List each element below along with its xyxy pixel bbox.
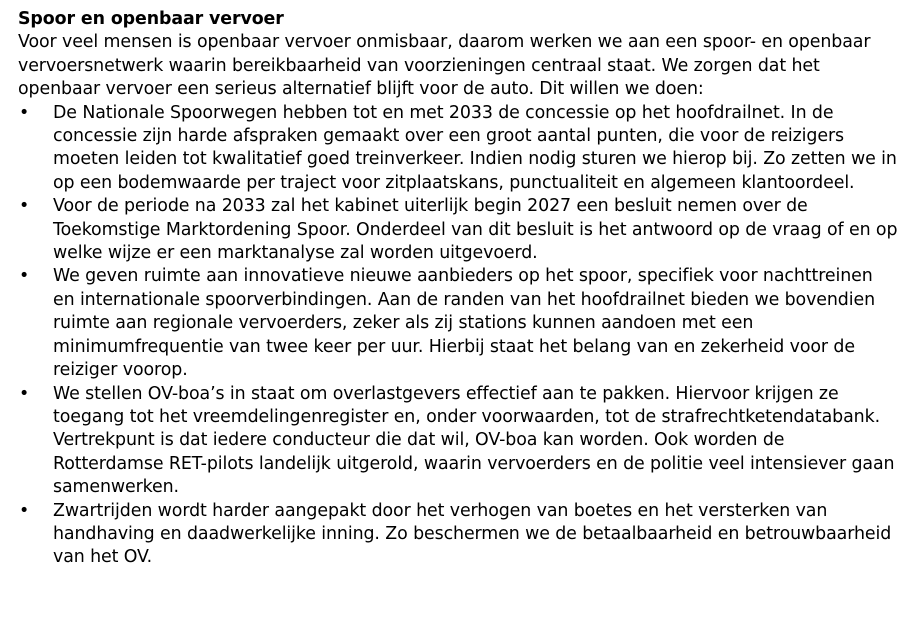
list-item-text: De Nationale Spoorwegen hebben tot en met 2033 de concessie op het hoofdrailnet. In de concessie zijn harde afspraken gemaakt over een groot aantal punten, die voor de reizigers moeten leiden tot kwalitatief goed treinverkeer. Indien nodig sturen we hierop bij. Zo zetten we in op een bodemwaarde per traject voor zitplaatskans, punctualiteit en algemeen klantoordeel. xyxy=(53,102,897,193)
list-item xyxy=(18,265,898,382)
list-item xyxy=(18,500,898,570)
bullet-icon: • xyxy=(19,196,30,217)
list-item-text: Zwartrijden wordt harder aangepakt door het verhogen van boetes en het versterken van handhaving en daadwerkelijke inning. Zo beschermen we de betaalbaarheid en betrouwbaarheid van het OV. xyxy=(53,500,892,568)
section-heading: Spoor en openbaar vervoer xyxy=(18,9,284,29)
list-item-text: We stellen OV-boa’s in staat om overlastgevers effectief aan te pakken. Hiervoor krijgen ze toegang tot het vreemdelingenregister en, onder voorwaarden, tot de strafrechtketendatabank. Vertrekpunt is dat iedere conducteur die dat wil, OV-boa kan worden. Ook worden de Rotterdamse RET-pilots landelijk uitgerold, waarin vervoerders en de politie veel intensiever gaan samenwerken. xyxy=(53,383,895,498)
list-item-text: Voor de periode na 2033 zal het kabinet uiterlijk begin 2027 een besluit nemen over de Toekomstige Marktordening Spoor. Onderdeel van dit besluit is het antwoord op de vraag of en op welke wijze er een marktanalyse zal worden uitgevoerd. xyxy=(53,196,898,264)
list-item xyxy=(18,383,898,500)
bullet-list xyxy=(18,102,898,570)
list-item xyxy=(18,195,898,265)
bullet-icon: • xyxy=(19,266,30,287)
list-item xyxy=(18,102,898,196)
list-item-text: We geven ruimte aan innovatieve nieuwe aanbieders op het spoor, specifiek voor nachttreinen en internationale spoorverbindingen. Aan de randen van het hoofdrailnet bieden we bovendien ruimte aan regionale vervoerders, zeker als zij stations kunnen aandoen met een minimumfrequentie van twee keer per uur. Hierbij staat het belang van en zekerheid voor de reiziger voorop. xyxy=(53,266,875,381)
bullet-icon: • xyxy=(19,102,30,123)
intro-paragraph: Voor veel mensen is openbaar vervoer onmisbaar, daarom werken we aan een spoor- en openbaar vervoersnetwerk waarin bereikbaarheid van voorzieningen centraal staat. We zorgen dat het openbaar vervoer een serieus alternatief blijft voor de auto. Dit willen we doen: xyxy=(18,32,871,100)
document-section xyxy=(18,8,898,570)
bullet-icon: • xyxy=(19,500,30,521)
bullet-icon: • xyxy=(19,383,30,404)
